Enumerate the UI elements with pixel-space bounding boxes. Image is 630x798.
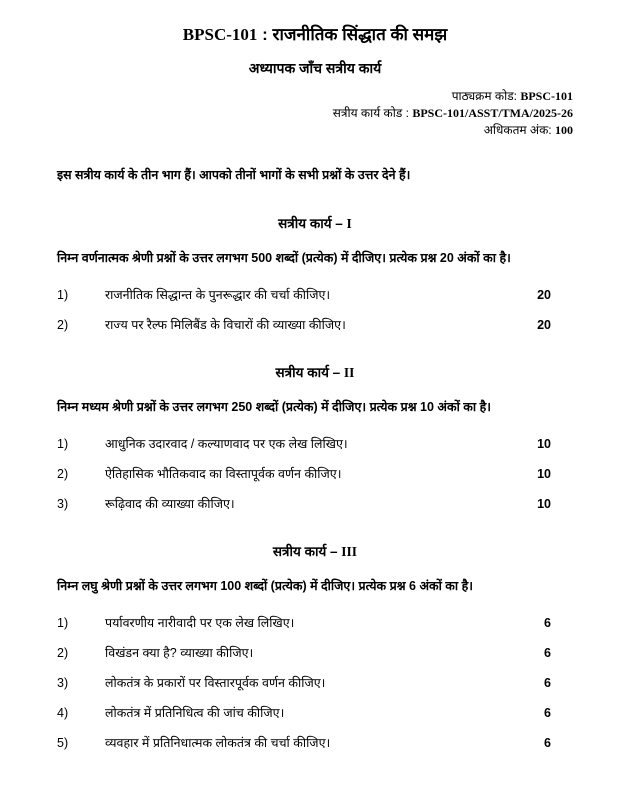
question-row — [57, 616, 573, 631]
section-3-heading — [57, 542, 573, 560]
question-row — [57, 288, 573, 303]
question-text: लोकतंत्र के प्रकारों पर विस्तारपूर्वक वर्णन कीजिए। — [105, 676, 326, 690]
section-2-heading — [57, 363, 573, 381]
question-marks: 10 — [537, 467, 551, 481]
question-marks: 6 — [544, 736, 551, 750]
meta-label: अधिकतम अंक: — [483, 123, 552, 137]
question-number: 3) — [57, 676, 69, 690]
section-heading-text: सत्रीय कार्य – — [275, 365, 341, 380]
question-marks: 20 — [537, 288, 551, 302]
question-text: राज्य पर रैल्फ मिलिबैंड के विचारों की व्याख्या कीजिए। — [105, 318, 346, 332]
question-marks: 10 — [537, 437, 551, 451]
course-name-title: : राजनीतिक सिंद्धात की समझ — [262, 25, 448, 44]
section-2-instruction: निम्न मध्यम श्रेणी प्रश्नों के उत्तर लगभग 250 शब्दों (प्रत्येक) में दीजिए। प्रत्येक प्रश्न 10 अंकों का है। — [57, 400, 491, 414]
question-row — [57, 706, 573, 721]
meta-row-assignment-code — [57, 105, 573, 122]
meta-label: पाठ्यक्रम कोड: — [451, 89, 517, 103]
question-text: विखंडन क्या है? व्याख्या कीजिए। — [105, 646, 254, 660]
question-text: व्यवहार में प्रतिनिधात्मक लोकतंत्र की चर्चा कीजिए। — [105, 736, 331, 750]
question-text: आधुनिक उदारवाद / कल्याणवाद पर एक लेख लिखिए। — [105, 437, 348, 451]
section-3-instruction: निम्न लघु श्रेणी प्रश्नों के उत्तर लगभग 100 शब्दों (प्रत्येक) में दीजिए। प्रत्येक प्रश्न 6 अंकों का है। — [57, 579, 473, 593]
page-subtitle: अध्यापक जाँच सत्रीय कार्य — [248, 60, 382, 76]
section-1-instruction: निम्न वर्णनात्मक श्रेणी प्रश्नों के उत्तर लगभग 500 शब्दों (प्रत्येक) में दीजिए। प्रत्येक प्रश्न 20 अंकों का है। — [57, 251, 511, 265]
meta-value: 100 — [555, 123, 573, 137]
section-heading-text: सत्रीय कार्य – — [272, 544, 338, 559]
question-marks: 6 — [544, 616, 551, 630]
question-text: पर्यावरणीय नारीवादी पर एक लेख लिखिए। — [105, 616, 295, 630]
section-2-questions — [57, 437, 573, 512]
question-row — [57, 676, 573, 691]
question-number: 1) — [57, 288, 69, 302]
section-numeral: II — [343, 365, 355, 380]
question-marks: 20 — [537, 318, 551, 332]
question-text: रूढ़िवाद की व्याख्या कीजिए। — [105, 497, 235, 511]
page-title — [57, 24, 573, 46]
question-marks: 6 — [544, 706, 551, 720]
section-1 — [57, 214, 573, 333]
meta-value: BPSC-101/ASST/TMA/2025-26 — [412, 106, 573, 120]
course-meta-block — [57, 88, 573, 139]
section-heading-text: सत्रीय कार्य – — [278, 216, 343, 231]
question-row — [57, 467, 573, 482]
section-1-questions — [57, 288, 573, 333]
question-number: 1) — [57, 616, 69, 630]
section-numeral: I — [346, 216, 352, 231]
question-text: ऐतिहासिक भौतिकवाद का विस्तापूर्वक वर्णन कीजिए। — [105, 467, 342, 481]
question-row — [57, 318, 573, 333]
question-number: 2) — [57, 318, 69, 332]
meta-row-course-code — [57, 88, 573, 105]
question-number: 5) — [57, 736, 69, 750]
meta-value: BPSC-101 — [520, 89, 573, 103]
question-number: 4) — [57, 706, 69, 720]
question-row — [57, 646, 573, 661]
question-text: लोकतंत्र में प्रतिनिधित्व की जांच कीजिए। — [105, 706, 285, 720]
question-marks: 6 — [544, 646, 551, 660]
question-number: 2) — [57, 646, 69, 660]
question-row — [57, 736, 573, 751]
question-marks: 6 — [544, 676, 551, 690]
question-row — [57, 437, 573, 452]
question-number: 1) — [57, 437, 69, 451]
meta-label: सत्रीय कार्य कोड : — [332, 106, 409, 120]
question-number: 3) — [57, 497, 69, 511]
section-numeral: III — [341, 544, 358, 559]
question-text: राजनीतिक सिद्धान्त के पुनरूद्धार की चर्चा कीजिए। — [105, 288, 331, 302]
question-row — [57, 497, 573, 512]
question-number: 2) — [57, 467, 69, 481]
meta-row-max-marks — [57, 122, 573, 139]
question-marks: 10 — [537, 497, 551, 511]
intro-instruction: इस सत्रीय कार्य के तीन भाग हैं। आपको तीनों भागों के सभी प्रश्नों के उत्तर देने हैं। — [57, 168, 411, 182]
section-1-heading — [57, 214, 573, 232]
section-2 — [57, 363, 573, 512]
course-code-title: BPSC-101 — [182, 25, 258, 44]
section-3 — [57, 542, 573, 751]
section-3-questions — [57, 616, 573, 751]
